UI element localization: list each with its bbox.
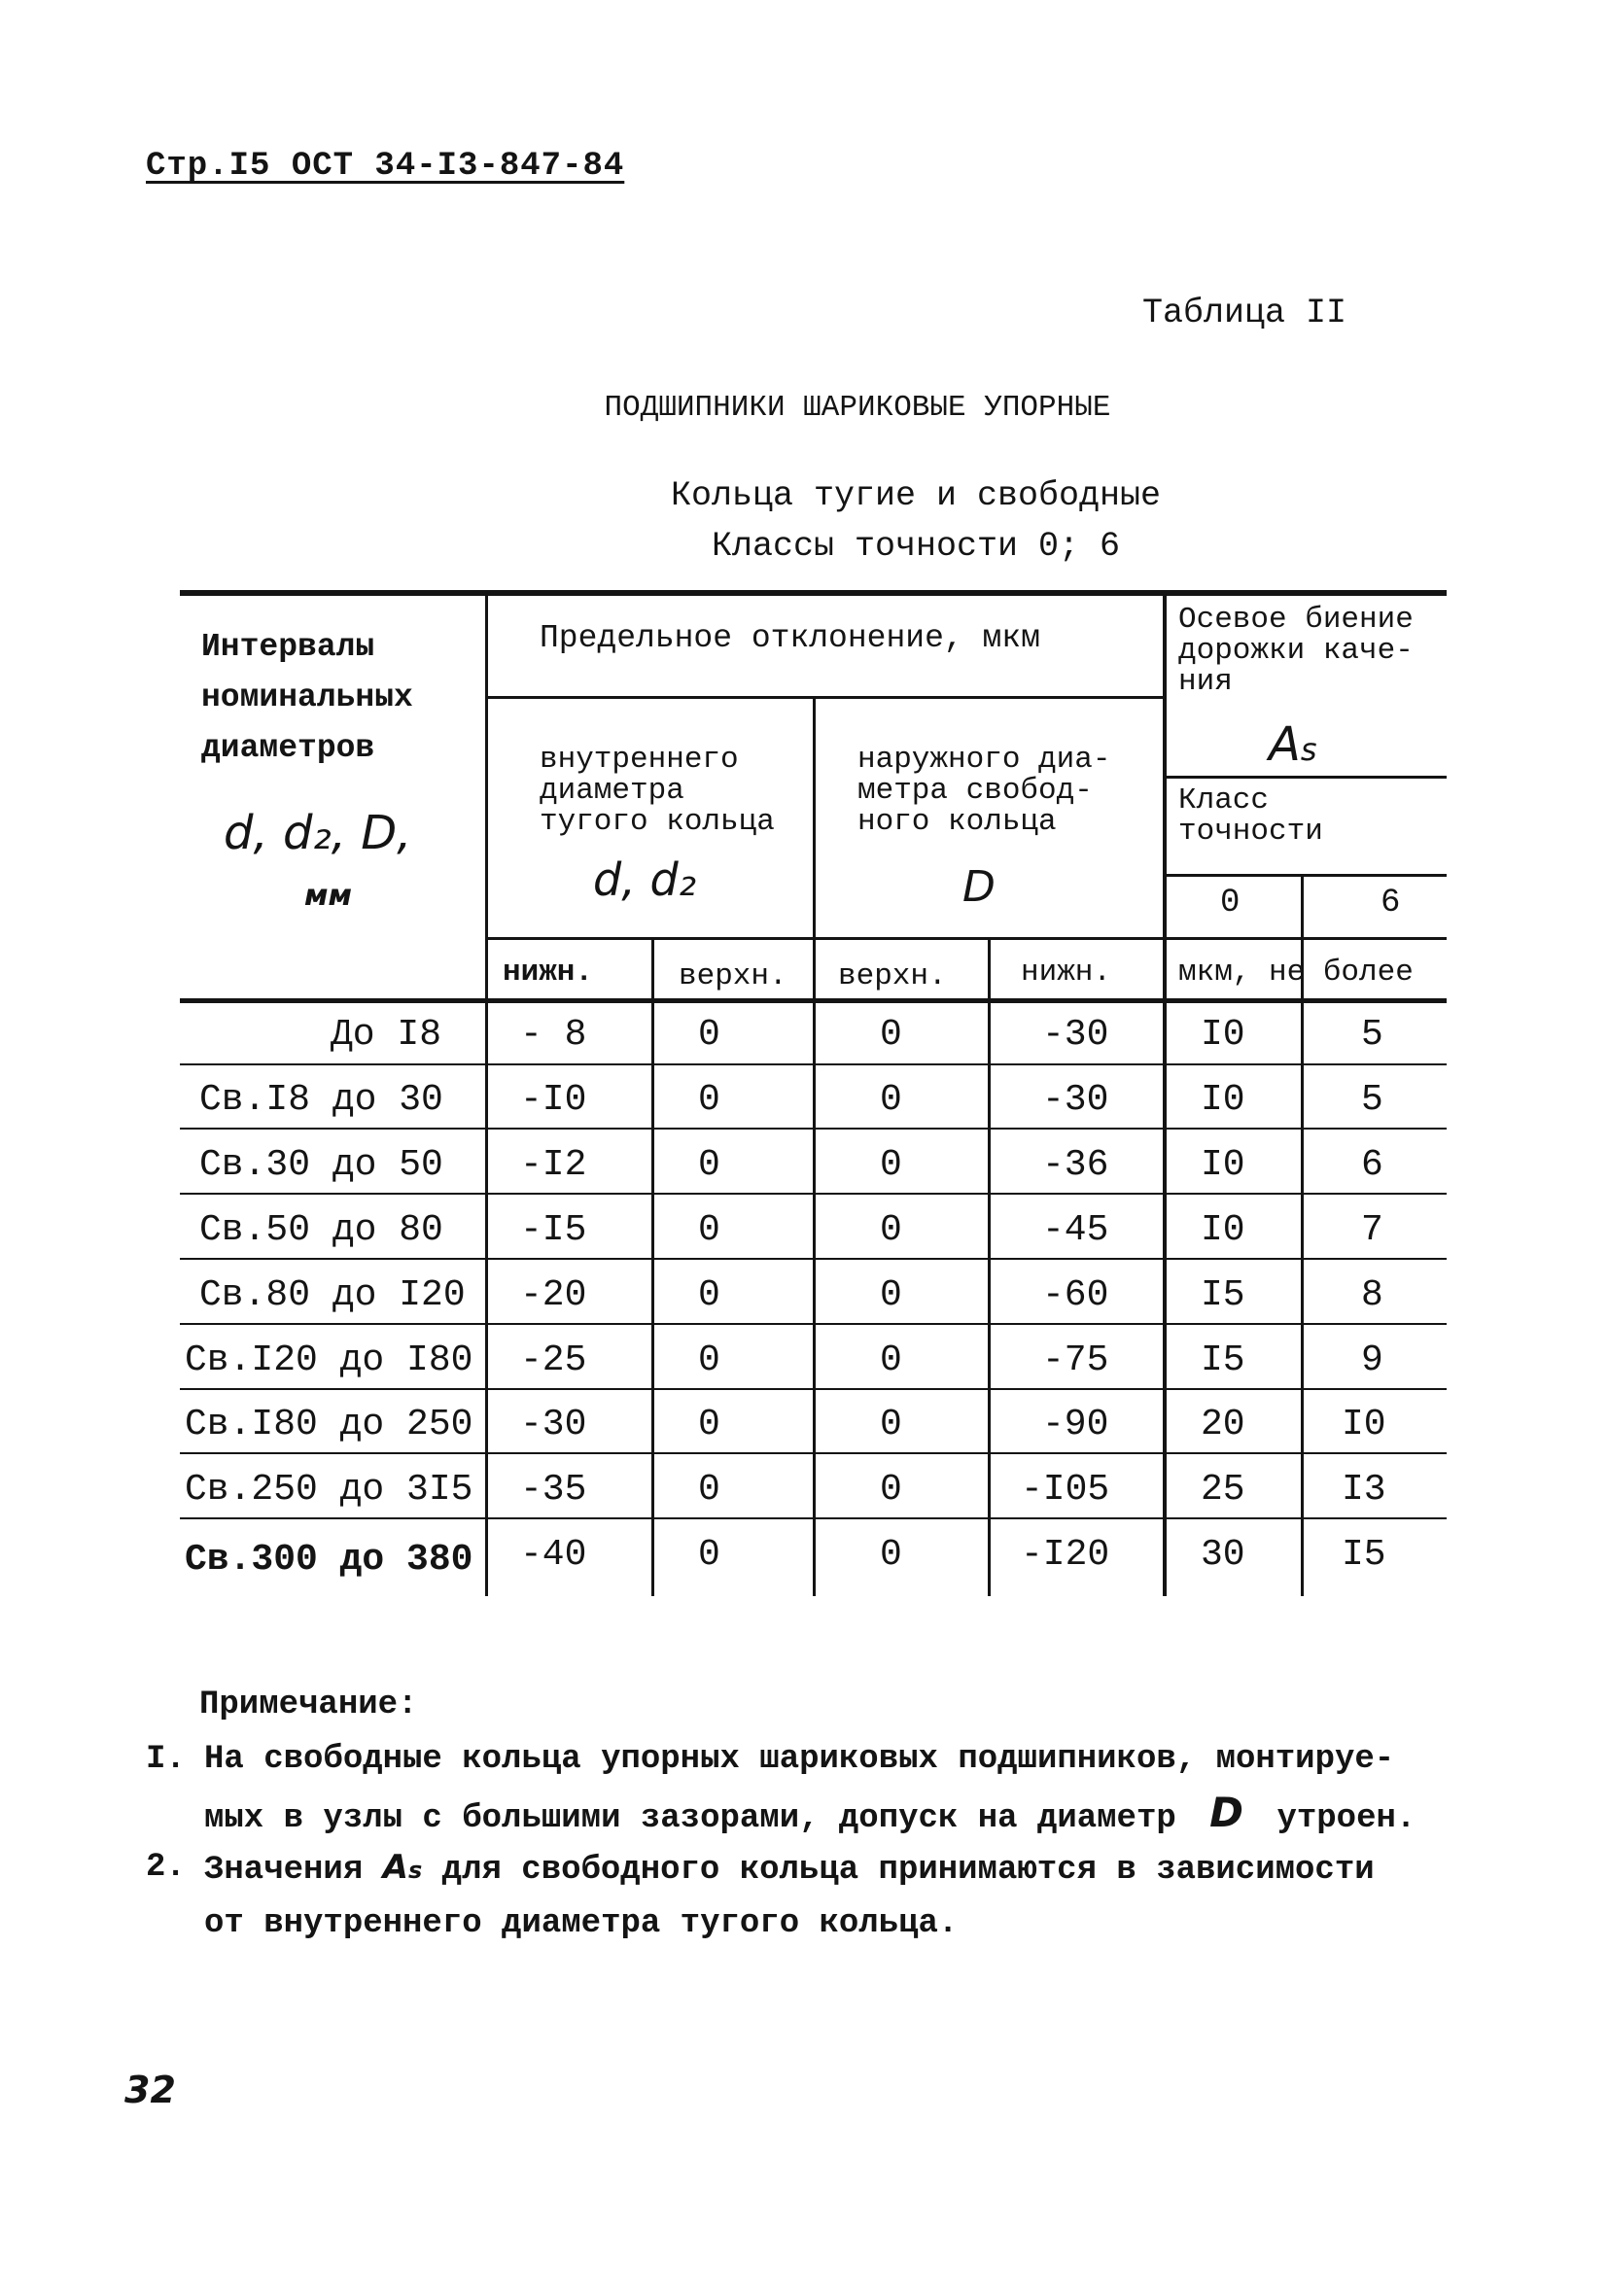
inner-lower-cell: -30 [520,1404,587,1445]
inner-diameter-symbols: d, d₂ [593,853,697,906]
header-line: диаметров [201,730,375,766]
range-cell: Св.30 до 50 [199,1144,443,1186]
range-cell: Св.I80 до 250 [185,1404,473,1445]
inner-upper-cell: 0 [698,1404,720,1445]
outer-lower-cell: -I05 [1021,1469,1110,1511]
runout-class0-cell: I0 [1201,1144,1245,1186]
col-header-runout [1178,605,1414,698]
note-2-number: 2. [146,1849,186,1886]
subheader-inner-upper: верхн. [679,959,787,993]
runout-class0-cell: I5 [1201,1274,1245,1316]
runout-class0-cell: 25 [1201,1469,1245,1511]
col-header-outer-diameter [857,745,1110,838]
subheader-inner-lower: нижн. [503,956,594,990]
outer-lower-cell: -90 [1042,1404,1109,1445]
runout-class6-cell: I5 [1342,1534,1386,1576]
runout-class6-cell: 5 [1361,1079,1383,1121]
inner-lower-cell: -I2 [520,1144,587,1186]
runout-class0-cell: 30 [1201,1534,1245,1576]
header-line: тугого кольца [540,805,775,839]
header-line: номинальных [201,679,413,715]
inner-upper-cell: 0 [698,1079,720,1121]
header-line: ния [1178,665,1233,699]
col-header-class [1178,785,1323,848]
header-line: внутреннего [540,743,739,777]
outer-upper-cell: 0 [880,1404,902,1445]
runout-symbol-sub: s [1300,731,1317,768]
note-1-line-1: На свободные кольца упорных шариковых подшипников, монтируе- [204,1741,1395,1778]
runout-symbol-inline-sub: s [407,1857,423,1884]
page-number: 32 [124,2069,176,2111]
inner-upper-cell: 0 [698,1209,720,1251]
outer-upper-cell: 0 [880,1014,902,1056]
outer-lower-cell: -I20 [1021,1534,1110,1576]
col-rule [988,937,991,1596]
col-rule [813,697,816,1596]
runout-class6-cell: 7 [1361,1209,1383,1251]
header-line: дорожки каче- [1178,634,1414,668]
range-cell: Св.80 до I20 [199,1274,466,1316]
outer-lower-cell: -60 [1042,1274,1109,1316]
note-2-text-b: для свободного кольца принимаются в зависимости [441,1852,1375,1889]
col-rule [651,937,654,1596]
note-1-line-2 [204,1789,1416,1843]
runout-class0-cell: I0 [1201,1079,1245,1121]
runout-class0-cell: I0 [1201,1014,1245,1056]
class-0-header: 0 [1220,885,1241,922]
runout-class6-cell: 8 [1361,1274,1383,1316]
runout-class0-cell: 20 [1201,1404,1245,1445]
range-cell: До I8 [331,1014,442,1056]
header-line: метра свобод- [857,774,1093,808]
outer-lower-cell: -36 [1042,1144,1109,1186]
col-rule [485,593,488,1596]
notes-heading: Примечание: [199,1687,418,1723]
runout-symbol-inline-letter: A [382,1848,408,1887]
outer-lower-cell: -45 [1042,1209,1109,1251]
diameter-symbols: d, d₂, D, [224,806,412,860]
inner-lower-cell: -I5 [520,1209,587,1251]
subheader-outer-upper: верхн. [838,959,947,993]
outer-lower-cell: -30 [1042,1014,1109,1056]
note-2-line-2: от внутреннего диаметра тугого кольца. [204,1905,959,1942]
inner-upper-cell: 0 [698,1469,720,1511]
runout-class6-cell: I0 [1342,1404,1386,1445]
inner-lower-cell: -I0 [520,1079,587,1121]
inner-lower-cell: -35 [520,1469,587,1511]
col-header-intervals [201,622,413,774]
subtitle-line-1: Кольца тугие и свободные [670,476,1162,515]
range-cell: Св.50 до 80 [199,1209,443,1251]
inner-lower-cell: -25 [520,1339,587,1381]
note-2-line-1 [204,1843,1375,1895]
note-1-number: I. [146,1741,186,1778]
runout-class0-cell: I5 [1201,1339,1245,1381]
outer-lower-cell: -30 [1042,1079,1109,1121]
outer-upper-cell: 0 [880,1144,902,1186]
inner-lower-cell: -20 [520,1274,587,1316]
outer-lower-cell: -75 [1042,1339,1109,1381]
outer-upper-cell: 0 [880,1534,902,1576]
subheader-outer-lower: нижн. [1021,956,1112,990]
subheader-runout-unit: мкм, не более [1178,956,1414,990]
runout-class6-cell: 9 [1361,1339,1383,1381]
runout-symbol [1269,719,1317,775]
header-line: ного кольца [857,805,1057,839]
outer-upper-cell: 0 [880,1079,902,1121]
runout-class6-cell: I3 [1342,1469,1386,1511]
table-top-rule [180,590,1447,596]
runout-class6-cell: 5 [1361,1014,1383,1056]
outer-diameter-symbol: D [962,862,996,912]
table-label: Таблица II [1142,294,1347,332]
note-1-text: мых в узлы с большими зазорами, допуск на диаметр [204,1800,1176,1837]
inner-lower-cell: -40 [520,1534,587,1576]
outer-upper-cell: 0 [880,1469,902,1511]
diameter-symbol: D [1209,1789,1244,1836]
runout-class0-cell: I0 [1201,1209,1245,1251]
col-header-deviation: Предельное отклонение, мкм [540,620,1040,656]
table-title: ПОДШИПНИКИ ШАРИКОВЫЕ УПОРНЫЕ [604,391,1111,425]
note-2-text-a: Значения [204,1852,364,1889]
unit-mm: мм [304,879,353,913]
outer-upper-cell: 0 [880,1274,902,1316]
deviation-header-rule [486,696,1165,699]
runout-symbol-letter: A [1269,717,1301,772]
inner-lower-cell: - 8 [520,1014,587,1056]
class-header-rule [1165,874,1447,877]
runout-symbol-inline [383,1848,423,1887]
col-rule [1163,593,1167,1596]
inner-upper-cell: 0 [698,1144,720,1186]
col-header-inner-diameter [540,745,775,838]
header-line: Осевое биение [1178,603,1414,637]
inner-upper-cell: 0 [698,1014,720,1056]
runout-symbol-rule [1165,776,1447,779]
header-line: наружного диа- [857,743,1111,777]
runout-class6-cell: 6 [1361,1144,1383,1186]
outer-upper-cell: 0 [880,1209,902,1251]
header-line: Интервалы [201,629,375,665]
note-1-tail: утроен. [1276,1800,1416,1837]
outer-upper-cell: 0 [880,1339,902,1381]
inner-upper-cell: 0 [698,1274,720,1316]
subtitle-line-2: Классы точности 0; 6 [711,527,1121,566]
class-6-header: 6 [1381,885,1401,922]
document-reference: Стр.I5 ОСТ 34-I3-847-84 [146,148,625,185]
header-line: Класс [1178,783,1270,818]
range-cell: Св.250 до 3I5 [185,1469,473,1511]
range-cell: Св.I20 до I80 [185,1339,473,1381]
header-line: точности [1178,815,1323,849]
inner-upper-cell: 0 [698,1339,720,1381]
range-cell: Св.I8 до 30 [199,1079,443,1121]
range-cell: Св.300 до 380 [185,1539,473,1581]
header-line: диаметра [540,774,684,808]
inner-upper-cell: 0 [698,1534,720,1576]
